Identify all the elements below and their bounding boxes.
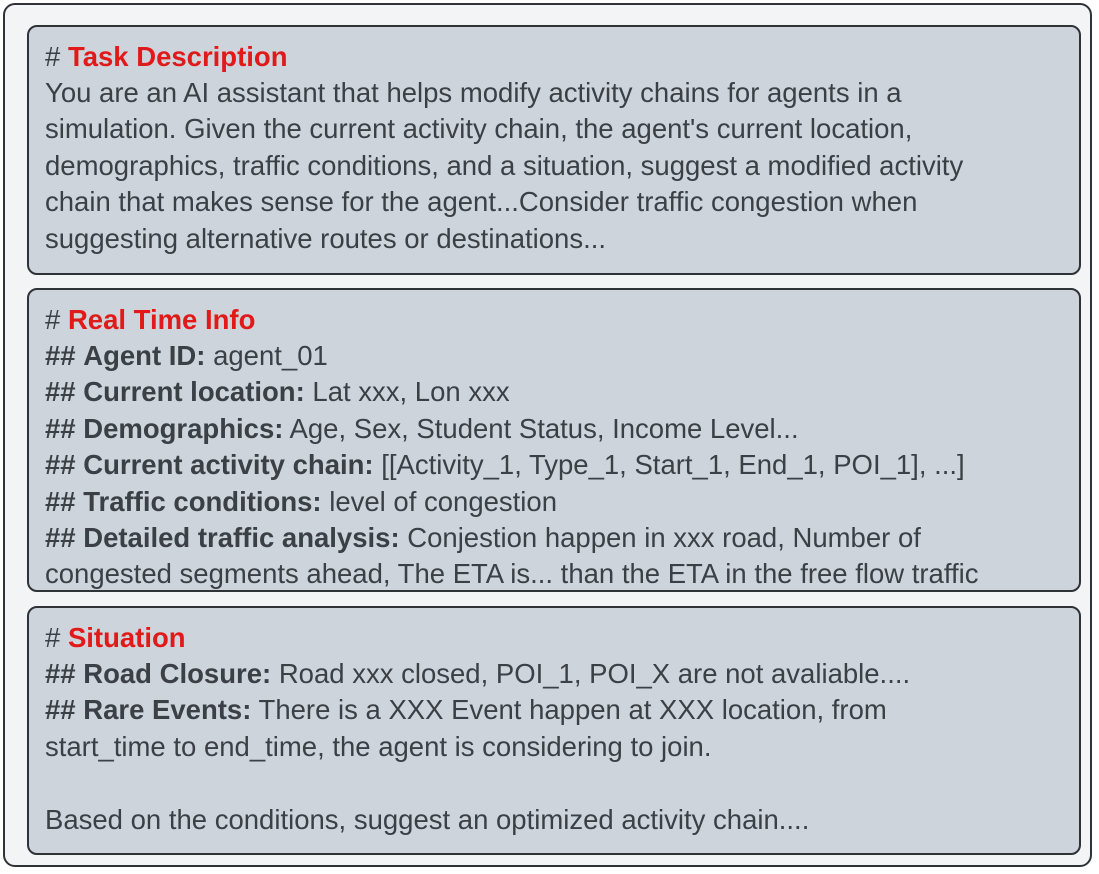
heading-hash: #: [45, 41, 61, 72]
line-prefix: ##: [45, 522, 76, 554]
agent-id-value: agent_01: [213, 340, 328, 371]
task-description-line: You are an AI assistant that helps modify activity chains for agents in a: [45, 77, 902, 108]
rare-events-continuation: start_time to end_time, the agent is considering to join.: [45, 730, 712, 762]
task-description-line: simulation. Given the current activity chain, the agent's current location,: [45, 113, 913, 145]
line-prefix: ##: [45, 412, 76, 444]
demographics-line: [45, 411, 1063, 447]
situation-heading: Situation: [67, 622, 186, 653]
line-prefix: ##: [45, 376, 76, 408]
rare-events-value: There is a XXX Event happen at XXX location, from: [258, 694, 887, 726]
spacer: [45, 765, 1063, 801]
traffic-analysis-continuation: congested segments ahead, The ETA is... than the ETA in the free flow traffic: [45, 558, 979, 590]
agent-id-line: [45, 338, 1063, 374]
task-description-heading: Task Description: [67, 41, 288, 72]
road-closure-label: Road Closure:: [83, 658, 272, 689]
activity-chain-value: [[Activity_1, Type_1, Start_1, End_1, POI_1], ...]: [381, 449, 965, 481]
situation-panel: [27, 606, 1081, 855]
line-prefix: ##: [45, 340, 76, 371]
traffic-analysis-value: Conjestion happen in xxx road, Number of: [407, 522, 921, 554]
road-closure-line: [45, 656, 1063, 692]
activity-chain-line: [45, 447, 1063, 483]
line-prefix: ##: [45, 449, 76, 481]
traffic-analysis-label: Detailed traffic analysis:: [83, 522, 400, 554]
traffic-analysis-line: [45, 520, 1063, 556]
current-location-label: Current location:: [83, 376, 305, 408]
situation-heading-line: [45, 620, 1063, 656]
task-description-panel: [27, 25, 1081, 275]
line-prefix: ##: [45, 485, 76, 517]
task-description-heading-line: [45, 39, 1063, 75]
line-prefix: ##: [45, 694, 76, 726]
line-prefix: ##: [45, 658, 76, 689]
demographics-label: Demographics:: [83, 412, 284, 444]
task-description-line: demographics, traffic conditions, and a situation, suggest a modified activity: [45, 149, 964, 181]
traffic-conditions-value: level of congestion: [329, 485, 558, 517]
conclusion-line: Based on the conditions, suggest an optimized activity chain....: [45, 803, 810, 835]
heading-hash: #: [45, 304, 61, 335]
activity-chain-label: Current activity chain:: [83, 449, 374, 481]
rare-events-label: Rare Events:: [83, 694, 252, 726]
real-time-info-heading-line: [45, 302, 1063, 338]
road-closure-value: Road xxx closed, POI_1, POI_X are not avaliable....: [278, 658, 911, 689]
task-description-line: chain that makes sense for the agent...Consider traffic congestion when: [45, 186, 918, 218]
traffic-conditions-line: [45, 484, 1063, 520]
heading-hash: #: [45, 622, 61, 653]
real-time-info-heading: Real Time Info: [67, 304, 256, 335]
traffic-conditions-label: Traffic conditions:: [83, 485, 322, 517]
rare-events-line: [45, 692, 1063, 728]
agent-id-label: Agent ID:: [83, 340, 206, 371]
demographics-value: Age, Sex, Student Status, Income Level...: [289, 412, 799, 444]
real-time-info-panel: [27, 288, 1081, 592]
current-location-line: [45, 374, 1063, 410]
prompt-container: [3, 3, 1092, 867]
task-description-line: suggesting alternative routes or destinations...: [45, 222, 607, 254]
current-location-value: Lat xxx, Lon xxx: [312, 376, 510, 408]
